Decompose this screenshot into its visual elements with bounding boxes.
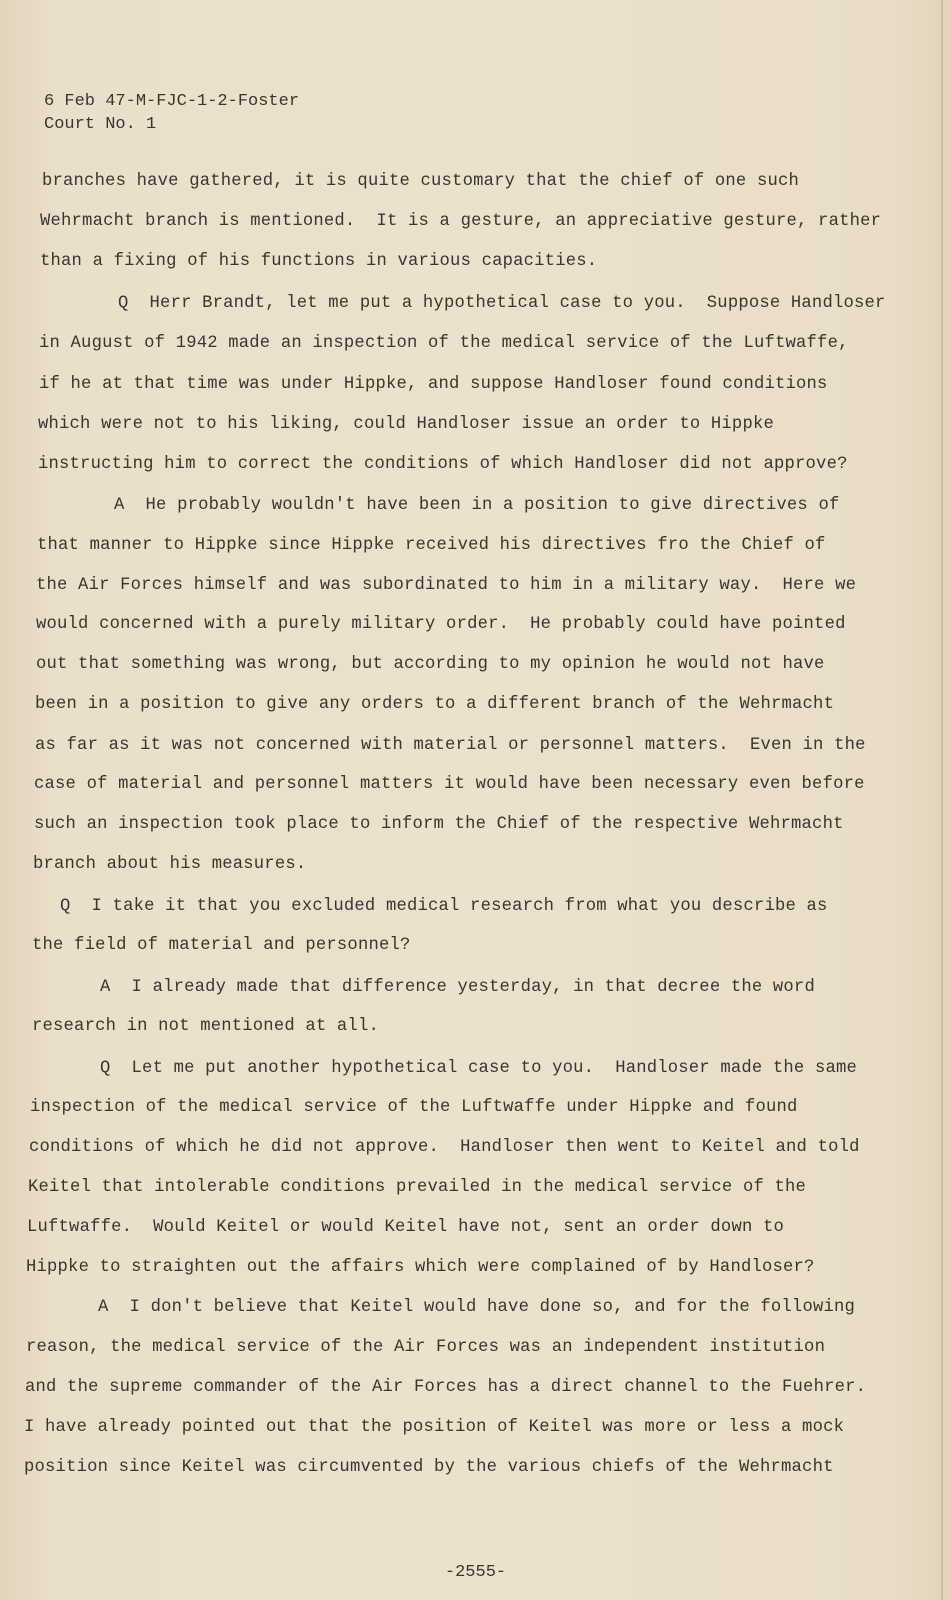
text-line: Keitel that intolerable conditions prevailed in the medical service of the bbox=[28, 1178, 807, 1197]
document-header bbox=[44, 90, 299, 136]
text-line: instructing him to correct the conditions of which Handloser did not approve? bbox=[38, 455, 848, 474]
text-line: I have already pointed out that the position of Keitel was more or less a mock bbox=[24, 1418, 845, 1437]
text-line: and the supreme commander of the Air Forces has a direct channel to the Fuehrer. bbox=[25, 1378, 867, 1397]
text-line: Luftwaffe. Would Keitel or would Keitel have not, sent an order down to bbox=[27, 1218, 785, 1237]
page-number: -2555- bbox=[444, 1563, 507, 1582]
text-line: out that something was wrong, but according to my opinion he would not have bbox=[36, 655, 825, 674]
text-line: Q Herr Brandt, let me put a hypothetical case to you. Suppose Handloser bbox=[118, 294, 886, 313]
text-line: branches have gathered, it is quite customary that the chief of one such bbox=[42, 172, 800, 191]
header-line-1: 6 Feb 47-M-FJC-1-2-Foster bbox=[44, 92, 300, 111]
text-line: such an inspection took place to inform the Chief of the respective Wehrmacht bbox=[34, 815, 844, 834]
text-line: Hippke to straighten out the affairs which were complained of by Handloser? bbox=[26, 1258, 815, 1277]
text-line: case of material and personnel matters it would have been necessary even before bbox=[34, 775, 865, 794]
text-line: Q Let me put another hypothetical case to you. Handloser made the same bbox=[100, 1059, 858, 1078]
text-line: A I already made that difference yesterday, in that decree the word bbox=[100, 978, 815, 997]
text-line: in August of 1942 made an inspection of the medical service of the Luftwaffe, bbox=[39, 334, 849, 353]
text-line: Wehrmacht branch is mentioned. It is a gesture, an appreciative gesture, rather bbox=[40, 212, 882, 231]
text-line: branch about his measures. bbox=[33, 855, 307, 874]
text-line: inspection of the medical service of the Luftwaffe under Hippke and found bbox=[30, 1098, 798, 1117]
text-line: that manner to Hippke since Hippke received his directives fro the Chief of bbox=[37, 536, 826, 555]
text-line: research in not mentioned at all. bbox=[32, 1017, 379, 1036]
text-line: A He probably wouldn't have been in a position to give directives of bbox=[114, 496, 840, 515]
text-line: conditions of which he did not approve. Handloser then went to Keitel and told bbox=[29, 1138, 860, 1157]
text-line: which were not to his liking, could Handloser issue an order to Hippke bbox=[38, 415, 774, 434]
text-line: as far as it was not concerned with material or personnel matters. Even in the bbox=[35, 736, 866, 755]
page-edge bbox=[941, 0, 943, 1600]
text-line: position since Keitel was circumvented by the various chiefs of the Wehrmacht bbox=[24, 1458, 834, 1477]
text-line: been in a position to give any orders to a different branch of the Wehrmacht bbox=[35, 695, 835, 714]
text-line: A I don't believe that Keitel would have done so, and for the following bbox=[98, 1298, 856, 1317]
text-line: than a fixing of his functions in various capacities. bbox=[40, 252, 598, 271]
header-line-2: Court No. 1 bbox=[44, 115, 157, 134]
text-line: the Air Forces himself and was subordinated to him in a military way. Here we bbox=[36, 576, 857, 595]
text-line: the field of material and personnel? bbox=[32, 936, 411, 955]
text-line: reason, the medical service of the Air Forces was an independent institution bbox=[26, 1338, 826, 1357]
text-line: would concerned with a purely military order. He probably could have pointed bbox=[36, 615, 846, 634]
text-line: if he at that time was under Hippke, and suppose Handloser found conditions bbox=[39, 375, 828, 394]
text-line: Q I take it that you excluded medical research from what you describe as bbox=[60, 897, 828, 916]
